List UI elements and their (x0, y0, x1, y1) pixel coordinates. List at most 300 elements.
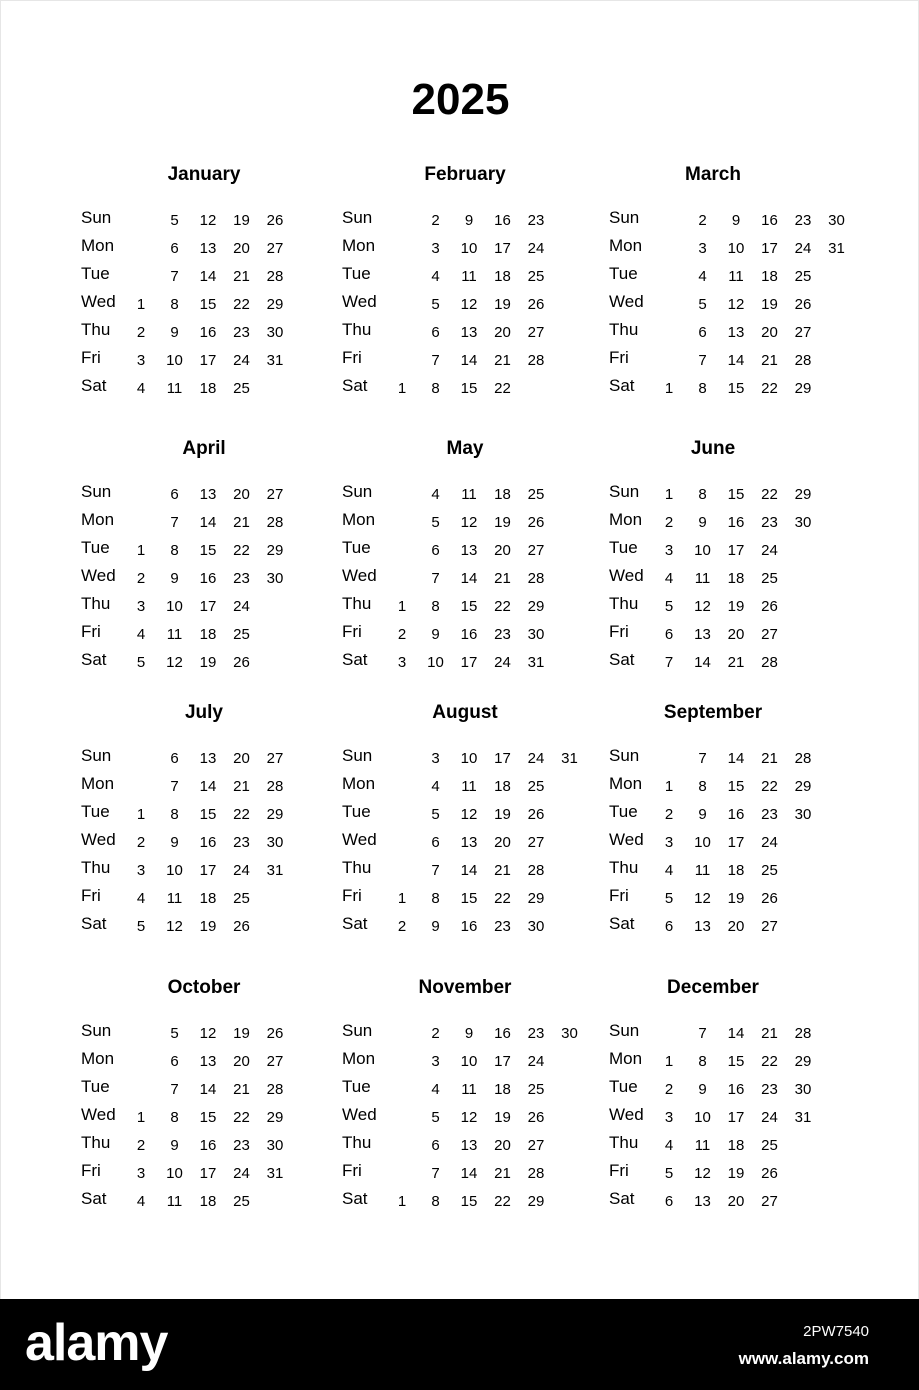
date-cell: 5 (136, 654, 146, 671)
date-cell: 20 (233, 1053, 250, 1070)
date-cell: 4 (136, 890, 146, 907)
date-cell: 15 (199, 1109, 217, 1126)
month-name: May (446, 438, 484, 459)
date-cell: 5 (170, 212, 179, 229)
date-cell: 3 (136, 862, 146, 879)
date-cell: 4 (664, 862, 674, 879)
date-cell: 25 (233, 890, 250, 907)
date-cell: 25 (761, 862, 778, 879)
date-cell: 24 (761, 1109, 778, 1126)
date-cell: 23 (494, 626, 511, 643)
day-label: Sat (81, 1189, 107, 1208)
date-cell: 21 (761, 750, 778, 767)
day-label: Thu (342, 594, 372, 613)
day-label: Fri (609, 886, 629, 905)
date-cell: 26 (527, 296, 545, 313)
date-cell: 18 (199, 1193, 217, 1210)
date-cell: 14 (460, 570, 478, 587)
date-cell: 8 (698, 486, 707, 503)
month-january (81, 164, 381, 424)
date-cell: 28 (794, 750, 812, 767)
date-cell: 10 (694, 542, 711, 559)
date-cell: 28 (794, 352, 812, 369)
date-cell: 1 (397, 890, 407, 907)
date-cell: 25 (233, 1193, 250, 1210)
date-cell: 10 (460, 1053, 478, 1070)
date-cell: 17 (199, 862, 217, 879)
date-cell: 19 (494, 1109, 511, 1126)
date-cell: 22 (494, 1193, 511, 1210)
date-cell: 18 (727, 570, 745, 587)
date-cell: 7 (170, 778, 179, 795)
date-cell: 13 (727, 324, 745, 341)
date-cell: 21 (233, 778, 250, 795)
date-cell: 7 (170, 268, 179, 285)
date-cell: 27 (266, 486, 284, 503)
day-label: Thu (81, 594, 111, 613)
date-cell: 9 (170, 1137, 179, 1154)
date-cell: 28 (527, 352, 545, 369)
date-cell: 2 (431, 212, 440, 229)
day-label: Wed (81, 566, 116, 585)
date-cell: 21 (233, 514, 250, 531)
date-cell: 1 (136, 296, 146, 313)
date-cell: 12 (166, 654, 183, 671)
date-cell: 19 (727, 890, 745, 907)
date-cell: 2 (698, 212, 707, 229)
watermark-bar (0, 1299, 919, 1390)
date-cell: 30 (527, 918, 545, 935)
date-cell: 21 (494, 570, 511, 587)
date-cell: 6 (431, 324, 440, 341)
date-cell: 26 (233, 918, 250, 935)
date-cell: 13 (199, 750, 217, 767)
date-cell: 14 (460, 862, 478, 879)
date-cell: 11 (728, 268, 744, 285)
date-cell: 11 (461, 1081, 477, 1098)
date-cell: 18 (199, 380, 217, 397)
date-cell: 14 (199, 514, 217, 531)
date-cell: 2 (664, 514, 674, 531)
date-cell: 29 (794, 486, 812, 503)
date-cell: 16 (199, 570, 217, 587)
date-cell: 31 (527, 654, 545, 671)
date-cell: 26 (233, 654, 250, 671)
date-cell: 24 (494, 654, 511, 671)
date-cell: 10 (694, 1109, 711, 1126)
date-cell: 2 (136, 570, 146, 587)
date-cell: 1 (136, 806, 146, 823)
date-cell: 11 (461, 778, 477, 795)
date-cell: 22 (761, 1053, 778, 1070)
day-label: Wed (609, 566, 644, 585)
day-label: Sun (342, 208, 373, 227)
day-label: Fri (81, 622, 101, 641)
date-cell: 18 (494, 268, 511, 285)
date-cell: 23 (233, 324, 250, 341)
date-cell: 10 (460, 240, 478, 257)
day-label: Fri (609, 622, 629, 641)
date-cell: 3 (136, 1165, 146, 1182)
date-cell: 28 (266, 268, 284, 285)
date-cell: 19 (761, 296, 778, 313)
date-cell: 16 (761, 212, 778, 229)
date-cell: 20 (727, 626, 745, 643)
month-name: January (167, 164, 241, 185)
date-cell: 9 (170, 834, 179, 851)
date-cell: 15 (727, 778, 745, 795)
day-label: Mon (609, 236, 643, 255)
date-cell: 29 (794, 380, 812, 397)
date-cell: 30 (794, 514, 812, 531)
date-cell: 19 (494, 806, 511, 823)
date-cell: 17 (199, 1165, 217, 1182)
date-cell: 19 (199, 918, 217, 935)
date-cell: 24 (527, 1053, 545, 1070)
day-label: Mon (81, 774, 115, 793)
date-cell: 18 (199, 626, 217, 643)
date-cell: 13 (694, 626, 711, 643)
date-cell: 10 (427, 654, 444, 671)
date-cell: 27 (761, 626, 778, 643)
date-cell: 22 (494, 890, 511, 907)
date-cell: 29 (266, 296, 284, 313)
date-cell: 23 (794, 212, 812, 229)
day-label: Fri (342, 886, 362, 905)
alamy-logo: alamy (25, 1314, 168, 1372)
date-cell: 18 (727, 1137, 745, 1154)
day-label: Wed (609, 292, 644, 311)
date-cell: 9 (170, 324, 179, 341)
date-cell: 8 (698, 1053, 707, 1070)
date-cell: 15 (460, 380, 478, 397)
date-cell: 10 (694, 834, 711, 851)
date-cell: 6 (170, 750, 179, 767)
date-cell: 16 (460, 918, 478, 935)
date-cell: 17 (460, 654, 478, 671)
day-label: Sun (81, 208, 112, 227)
day-label: Wed (609, 830, 644, 849)
date-cell: 16 (727, 514, 745, 531)
date-cell: 8 (431, 890, 440, 907)
date-cell: 9 (698, 806, 707, 823)
date-cell: 23 (527, 1025, 545, 1042)
month-november (342, 977, 642, 1237)
date-cell: 22 (761, 380, 778, 397)
date-cell: 27 (266, 1053, 284, 1070)
date-cell: 12 (460, 514, 478, 531)
date-cell: 20 (727, 918, 745, 935)
date-cell: 3 (431, 1053, 440, 1070)
date-cell: 25 (527, 1081, 545, 1098)
date-cell: 3 (698, 240, 707, 257)
date-cell: 20 (494, 834, 511, 851)
date-cell: 28 (266, 1081, 284, 1098)
date-cell: 26 (266, 212, 284, 229)
day-label: Mon (609, 510, 643, 529)
date-cell: 14 (694, 654, 711, 671)
date-cell: 6 (698, 324, 707, 341)
date-cell: 14 (199, 1081, 217, 1098)
date-cell: 3 (664, 834, 674, 851)
date-cell: 28 (527, 570, 545, 587)
date-cell: 5 (698, 296, 707, 313)
date-cell: 17 (199, 598, 217, 615)
date-cell: 9 (464, 1025, 474, 1042)
date-cell: 4 (431, 778, 440, 795)
date-cell: 27 (527, 1137, 545, 1154)
day-label: Mon (609, 774, 643, 793)
month-name: March (685, 164, 741, 185)
date-cell: 4 (136, 380, 146, 397)
day-label: Sat (342, 914, 368, 933)
day-label: Tue (342, 1077, 371, 1096)
date-cell: 6 (664, 1193, 674, 1210)
day-label: Wed (342, 830, 377, 849)
date-cell: 25 (761, 1137, 778, 1154)
day-label: Thu (81, 1133, 111, 1152)
date-cell: 13 (199, 486, 217, 503)
date-cell: 26 (761, 890, 778, 907)
day-label: Tue (81, 264, 110, 283)
day-label: Sat (81, 376, 107, 395)
day-label: Wed (342, 1105, 377, 1124)
day-label: Sun (342, 746, 373, 765)
date-cell: 29 (794, 1053, 812, 1070)
day-label: Fri (81, 886, 101, 905)
date-cell: 17 (199, 352, 217, 369)
date-cell: 8 (698, 380, 707, 397)
date-cell: 10 (460, 750, 478, 767)
date-cell: 5 (431, 514, 440, 531)
date-cell: 2 (397, 626, 407, 643)
date-cell: 9 (464, 212, 474, 229)
day-label: Mon (81, 236, 115, 255)
date-cell: 23 (233, 834, 250, 851)
month-october (81, 977, 381, 1237)
date-cell: 23 (527, 212, 545, 229)
day-label: Sat (81, 914, 107, 933)
date-cell: 18 (494, 486, 511, 503)
date-cell: 8 (170, 806, 179, 823)
day-label: Wed (81, 1105, 116, 1124)
day-label: Thu (81, 320, 111, 339)
date-cell: 2 (664, 806, 674, 823)
date-cell: 29 (266, 1109, 284, 1126)
date-cell: 25 (527, 268, 545, 285)
date-cell: 5 (170, 1025, 179, 1042)
date-cell: 12 (460, 806, 478, 823)
date-cell: 28 (266, 778, 284, 795)
date-cell: 14 (460, 1165, 478, 1182)
date-cell: 5 (664, 890, 674, 907)
date-cell: 4 (136, 626, 146, 643)
date-cell: 20 (494, 324, 511, 341)
date-cell: 3 (136, 352, 146, 369)
date-cell: 30 (266, 834, 284, 851)
date-cell: 25 (794, 268, 812, 285)
date-cell: 29 (266, 542, 284, 559)
day-label: Sat (609, 914, 635, 933)
month-september (609, 702, 909, 962)
date-cell: 5 (664, 1165, 674, 1182)
date-cell: 15 (460, 890, 478, 907)
day-label: Thu (342, 320, 372, 339)
year-title: 2025 (411, 75, 510, 124)
day-label: Thu (609, 320, 639, 339)
date-cell: 24 (233, 1165, 250, 1182)
date-cell: 31 (266, 352, 284, 369)
date-cell: 14 (727, 1025, 745, 1042)
date-cell: 3 (664, 1109, 674, 1126)
date-cell: 24 (527, 240, 545, 257)
day-label: Tue (342, 538, 371, 557)
date-cell: 19 (727, 598, 745, 615)
date-cell: 6 (664, 918, 674, 935)
date-cell: 30 (561, 1025, 578, 1042)
date-cell: 22 (233, 542, 250, 559)
date-cell: 30 (794, 1081, 812, 1098)
date-cell: 1 (664, 486, 674, 503)
date-cell: 24 (233, 862, 250, 879)
day-label: Fri (81, 348, 101, 367)
date-cell: 27 (761, 918, 778, 935)
day-label: Mon (342, 236, 376, 255)
date-cell: 4 (136, 1193, 146, 1210)
date-cell: 15 (727, 486, 745, 503)
date-cell: 25 (761, 570, 778, 587)
date-cell: 15 (727, 1053, 745, 1070)
date-cell: 24 (761, 542, 778, 559)
date-cell: 8 (431, 598, 440, 615)
day-label: Thu (81, 858, 111, 877)
date-cell: 6 (431, 1137, 440, 1154)
day-label: Sun (81, 1021, 112, 1040)
date-cell: 15 (460, 598, 478, 615)
date-cell: 15 (727, 380, 745, 397)
date-cell: 27 (527, 542, 545, 559)
date-cell: 6 (170, 486, 179, 503)
month-name: June (690, 438, 736, 459)
date-cell: 4 (664, 570, 674, 587)
date-cell: 26 (527, 1109, 545, 1126)
date-cell: 5 (431, 296, 440, 313)
date-cell: 7 (698, 1025, 707, 1042)
date-cell: 29 (527, 1193, 545, 1210)
date-cell: 24 (233, 352, 250, 369)
date-cell: 8 (431, 380, 440, 397)
day-label: Sat (342, 376, 368, 395)
date-cell: 14 (727, 352, 745, 369)
date-cell: 6 (170, 240, 179, 257)
date-cell: 15 (199, 542, 217, 559)
date-cell: 31 (266, 1165, 284, 1182)
date-cell: 13 (460, 324, 478, 341)
day-label: Mon (342, 774, 376, 793)
date-cell: 1 (664, 1053, 674, 1070)
day-label: Sun (609, 746, 640, 765)
date-cell: 18 (494, 778, 511, 795)
date-cell: 22 (233, 1109, 250, 1126)
date-cell: 13 (460, 1137, 478, 1154)
day-label: Tue (342, 264, 371, 283)
day-label: Tue (81, 538, 110, 557)
month-name: April (182, 438, 226, 459)
date-cell: 11 (694, 570, 711, 587)
date-cell: 28 (761, 654, 778, 671)
date-cell: 29 (266, 806, 284, 823)
date-cell: 23 (494, 918, 511, 935)
month-february (342, 164, 642, 424)
date-cell: 26 (266, 1025, 284, 1042)
site-url: www.alamy.com (738, 1349, 869, 1368)
date-cell: 30 (794, 806, 812, 823)
date-cell: 9 (431, 626, 440, 643)
month-august (342, 702, 642, 962)
date-cell: 16 (494, 212, 511, 229)
day-label: Sat (609, 376, 635, 395)
date-cell: 14 (199, 268, 217, 285)
day-label: Mon (342, 1049, 376, 1068)
date-cell: 12 (460, 1109, 478, 1126)
month-march (609, 164, 909, 424)
day-label: Fri (609, 1161, 629, 1180)
date-cell: 2 (136, 324, 146, 341)
date-cell: 31 (561, 750, 578, 767)
date-cell: 7 (698, 750, 707, 767)
date-cell: 26 (527, 806, 545, 823)
date-cell: 17 (494, 240, 511, 257)
date-cell: 12 (727, 296, 745, 313)
date-cell: 24 (794, 240, 812, 257)
date-cell: 2 (664, 1081, 674, 1098)
day-label: Wed (609, 1105, 644, 1124)
date-cell: 21 (494, 862, 511, 879)
day-label: Mon (81, 1049, 115, 1068)
date-cell: 18 (199, 890, 217, 907)
date-cell: 15 (199, 806, 217, 823)
date-cell: 25 (527, 486, 545, 503)
day-label: Sun (81, 482, 112, 501)
date-cell: 4 (431, 486, 440, 503)
date-cell: 28 (794, 1025, 812, 1042)
date-cell: 12 (199, 1025, 217, 1042)
date-cell: 21 (233, 268, 250, 285)
date-cell: 25 (233, 626, 250, 643)
date-cell: 17 (727, 1109, 745, 1126)
date-cell: 11 (694, 1137, 711, 1154)
day-label: Wed (81, 292, 116, 311)
image-id: 2PW7540 (803, 1323, 869, 1340)
date-cell: 1 (136, 1109, 146, 1126)
date-cell: 7 (431, 1165, 440, 1182)
date-cell: 1 (664, 778, 674, 795)
date-cell: 24 (527, 750, 545, 767)
date-cell: 23 (233, 570, 250, 587)
day-label: Sat (609, 1189, 635, 1208)
date-cell: 9 (731, 212, 741, 229)
date-cell: 17 (494, 1053, 511, 1070)
date-cell: 11 (166, 1193, 183, 1210)
date-cell: 5 (431, 1109, 440, 1126)
date-cell: 30 (527, 626, 545, 643)
date-cell: 28 (527, 1165, 545, 1182)
date-cell: 13 (460, 542, 478, 559)
day-label: Mon (342, 510, 376, 529)
date-cell: 12 (694, 890, 711, 907)
date-cell: 16 (727, 806, 745, 823)
date-cell: 31 (794, 1109, 812, 1126)
